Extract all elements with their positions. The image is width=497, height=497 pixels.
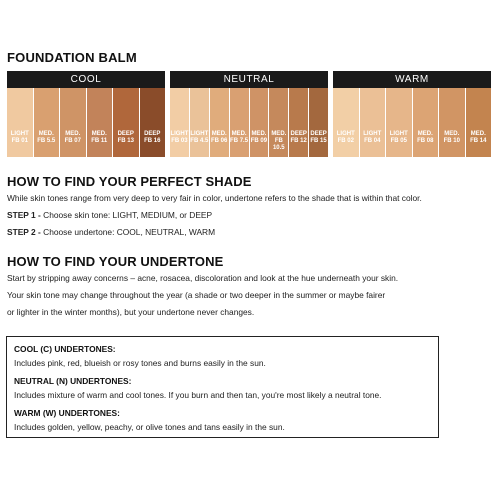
shade-swatch (230, 88, 249, 157)
shade-swatch (439, 88, 465, 157)
step-2 (7, 227, 215, 238)
shade-tone: LIGHT (336, 131, 355, 137)
shade-code: FB 04 (364, 138, 381, 144)
shade-code: FB 10.5 (272, 138, 285, 151)
shade-heading: HOW TO FIND YOUR PERFECT SHADE (7, 174, 252, 189)
shade-tone: LIGHT (170, 131, 189, 137)
neutral-swatches (170, 88, 328, 157)
neutral-undertone-text: Includes mixture of warm and cool tones. If you burn and then tan, you're most likely a neutral tone. (14, 390, 382, 400)
shade-swatch (360, 88, 386, 157)
shade-label (190, 131, 209, 145)
shade-swatch (7, 88, 33, 157)
shade-label (113, 131, 139, 145)
shade-code: FB 03 (171, 138, 188, 144)
shade-tone: LIGHT (10, 131, 29, 137)
step-1 (7, 210, 212, 221)
shade-tone: MED. (38, 131, 54, 137)
neutral-group-header: NEUTRAL (170, 71, 328, 88)
shade-swatch (333, 88, 359, 157)
shade-tone: MED. (251, 131, 267, 137)
shade-label (87, 131, 113, 145)
warm-group-header: WARM (333, 71, 491, 88)
shade-swatch (190, 88, 209, 157)
shade-label (60, 131, 86, 145)
shade-swatch (87, 88, 113, 157)
shade-label (34, 131, 60, 145)
shade-tone: MED. (231, 131, 247, 137)
warm-undertone-heading: WARM (W) UNDERTONES: (14, 408, 120, 418)
shade-swatch (140, 88, 166, 157)
shade-label (210, 131, 229, 145)
shade-tone: MED. (65, 131, 81, 137)
shade-code: FB 16 (144, 138, 161, 144)
shade-tone: MED. (211, 131, 227, 137)
shade-label (7, 131, 33, 145)
shade-swatch (386, 88, 412, 157)
neutral-shade-group (170, 71, 328, 157)
shade-label (333, 131, 359, 145)
shade-code: FB 4.5 (190, 138, 209, 144)
cool-undertone-text: Includes pink, red, blueish or rosy tones and burns easily in the sun. (14, 358, 266, 368)
shade-code: FB 06 (211, 138, 228, 144)
undertone-line-2: Your skin tone may change throughout the year (a shade or two deeper in the summer or maybe fairer (7, 290, 386, 300)
shade-label (309, 131, 328, 145)
step-2-label: STEP 2 - (7, 227, 41, 237)
page-title: FOUNDATION BALM (7, 50, 137, 65)
shade-code: FB 5.5 (37, 138, 56, 144)
shade-swatch (210, 88, 229, 157)
shade-code: FB 15 (310, 138, 327, 144)
shade-tone: LIGHT (389, 131, 408, 137)
step-1-text: Choose skin tone: LIGHT, MEDIUM, or DEEP (40, 210, 213, 220)
shade-code: FB 01 (11, 138, 28, 144)
shade-swatch (269, 88, 288, 157)
shade-swatch (34, 88, 60, 157)
step-1-label: STEP 1 - (7, 210, 41, 220)
shade-tone: DEEP (310, 131, 327, 137)
shade-code: FB 08 (417, 138, 434, 144)
undertone-line-1: Start by stripping away concerns – acne, rosacea, discoloration and look at the hue underneath your skin. (7, 273, 399, 283)
shade-intro: While skin tones range from very deep to very fair in color, undertone refers to the shade that is within that color. (7, 193, 422, 203)
shade-tone: MED. (417, 131, 433, 137)
undertones-info-box (6, 336, 439, 438)
shade-code: FB 12 (290, 138, 307, 144)
shade-code: FB 7.5 (230, 138, 249, 144)
shade-swatch (289, 88, 308, 157)
warm-shade-group (333, 71, 491, 157)
shade-code: FB 02 (337, 138, 354, 144)
cool-undertone-heading: COOL (C) UNDERTONES: (14, 344, 116, 354)
undertone-line-3: or lighter in the winter months), but your undertone never changes. (7, 307, 255, 317)
shade-tone: MED. (91, 131, 107, 137)
shade-label (269, 131, 288, 152)
shade-label (140, 131, 166, 145)
warm-undertone-text: Includes golden, yellow, peachy, or olive tones and tans easily in the sun. (14, 422, 285, 432)
shade-swatch (413, 88, 439, 157)
cool-group-header: COOL (7, 71, 165, 88)
shade-code: FB 14 (470, 138, 487, 144)
shade-tone: LIGHT (190, 131, 209, 137)
cool-shade-group (7, 71, 165, 157)
shade-swatch (170, 88, 189, 157)
shade-swatch (113, 88, 139, 157)
shade-code: FB 09 (250, 138, 268, 144)
shade-code: FB 10 (443, 138, 460, 144)
shade-swatch (60, 88, 86, 157)
shade-tone: DEEP (117, 131, 134, 137)
shade-label (360, 131, 386, 145)
shade-tone: MED. (271, 131, 287, 137)
neutral-undertone-heading: NEUTRAL (N) UNDERTONES: (14, 376, 132, 386)
shade-label (170, 131, 189, 145)
shade-tone: LIGHT (363, 131, 382, 137)
shade-tone: MED. (444, 131, 460, 137)
shade-label (413, 131, 439, 145)
shade-tone: MED. (470, 131, 486, 137)
shade-code: FB 07 (64, 138, 81, 144)
shade-label (230, 131, 249, 145)
shade-code: FB 05 (390, 138, 407, 144)
shade-label (250, 131, 269, 145)
shade-code: FB 13 (117, 138, 134, 144)
shade-label (386, 131, 412, 145)
shade-label (466, 131, 492, 145)
shade-swatch (250, 88, 269, 157)
shade-swatch (466, 88, 492, 157)
shade-swatch (309, 88, 328, 157)
shade-tone: DEEP (290, 131, 307, 137)
shade-label (289, 131, 308, 145)
shade-code: FB 11 (91, 138, 108, 144)
shade-label (439, 131, 465, 145)
warm-swatches (333, 88, 491, 157)
undertone-heading: HOW TO FIND YOUR UNDERTONE (7, 254, 224, 269)
step-2-text: Choose undertone: COOL, NEUTRAL, WARM (40, 227, 216, 237)
cool-swatches (7, 88, 165, 157)
shade-tone: DEEP (144, 131, 161, 137)
